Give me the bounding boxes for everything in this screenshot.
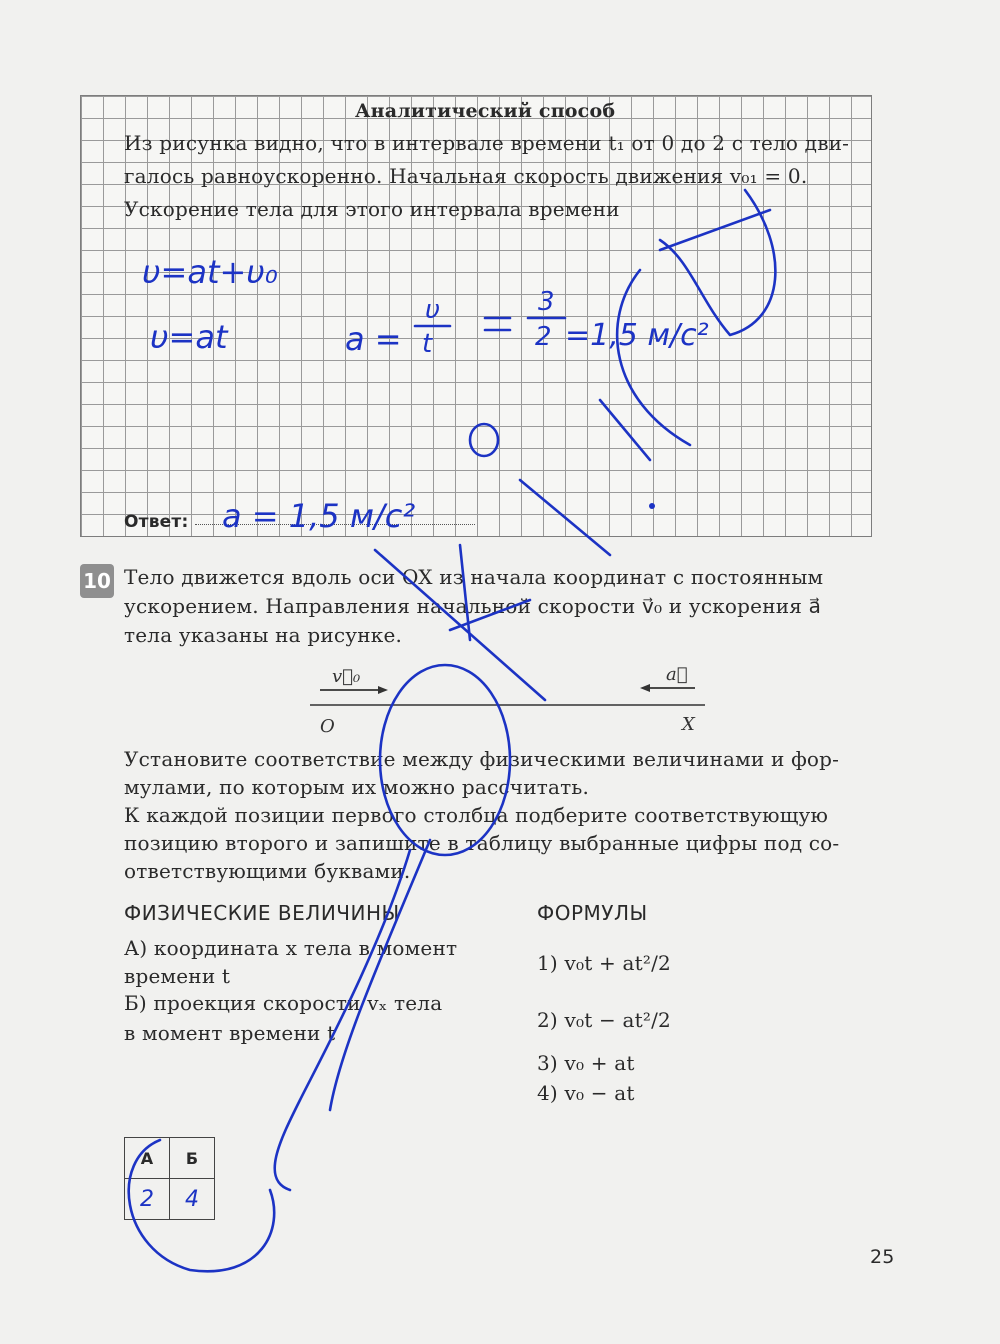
task-number-badge: 10 (80, 564, 114, 598)
quantity-a-line: А) координата x тела в момент (124, 936, 458, 960)
quantity-a-line: времени t (124, 964, 231, 988)
instruction-line: Установите соответствие между физическими величинами и фор- (124, 747, 840, 771)
handwritten-frac-num: υ (425, 295, 441, 325)
statement-line: ускорением. Направления начальной скорости v⃗₀ и ускорения a⃗ (124, 594, 822, 618)
scribble-curve (617, 270, 690, 445)
handwritten-frac-den: t (422, 329, 433, 359)
formula-4: 4) v₀ − at (537, 1081, 635, 1105)
answer-label: Ответ: (124, 512, 189, 532)
formulas-heading: ФОРМУЛЫ (537, 901, 648, 925)
handwritten-result: =1,5 м/с² (565, 318, 709, 353)
scribble-checkmark (660, 190, 775, 335)
paragraph-line: галось равноускоренно. Начальная скорость движения v₀₁ = 0. (124, 164, 808, 188)
quantities-heading: ФИЗИЧЕСКИЕ ВЕЛИЧИНЫ (124, 901, 400, 925)
scribble-cross-3 (450, 600, 530, 630)
scribble-circle-small (470, 424, 498, 456)
statement-line: Тело движется вдоль оси OX из начала координат с постоянным (124, 565, 824, 589)
scribble-long-curve-2 (330, 840, 430, 1110)
scribble-long-curve (275, 850, 410, 1190)
page-number: 25 (870, 1246, 895, 1268)
handwritten-answer: a = 1,5 м/с² (222, 497, 416, 535)
section-title: Аналитический способ (355, 100, 616, 122)
scribble-dot (649, 503, 655, 509)
instruction-line: ответствующими буквами. (124, 859, 411, 883)
handwritten-num: 3 (538, 287, 555, 317)
table-header-a: А (125, 1138, 170, 1179)
scribble-loop (129, 1140, 274, 1271)
instruction-line: мулами, по которым их можно рассчитать. (124, 775, 590, 799)
handwritten-den: 2 (535, 322, 552, 352)
table-header-b: Б (170, 1138, 215, 1179)
a-label: a⃗ (666, 664, 688, 685)
paragraph-line: Из рисунка видно, что в интервале времени t₁ от 0 до 2 с тело дви- (124, 131, 850, 155)
scribble-oval (380, 665, 510, 855)
paragraph-line: Ускорение тела для этого интервала времени (124, 197, 620, 221)
scribble-line (600, 400, 650, 460)
formula-3: 3) v₀ + at (537, 1051, 635, 1075)
v0-label: v⃗₀ (332, 666, 361, 687)
scribble-diagonal (520, 480, 610, 555)
scribble-stroke (660, 210, 770, 250)
handwritten-eq-3-left: a = (345, 320, 402, 358)
origin-label: O (320, 716, 335, 737)
formula-1: 1) v₀t + at²/2 (537, 951, 671, 975)
statement-line: тела указаны на рисунке. (124, 623, 403, 647)
quantity-b-line: Б) проекция скорости vₓ тела (124, 991, 443, 1015)
axis-label: X (682, 714, 695, 735)
formula-2: 2) v₀t − at²/2 (537, 1008, 671, 1032)
instruction-line: позицию второго и запишите в таблицу выбранные цифры под со- (124, 831, 840, 855)
handwritten-eq-2: υ=at (150, 318, 228, 356)
handwritten-answer-b: 4 (185, 1186, 199, 1212)
handwritten-eq-1: υ=at+υ₀ (142, 253, 278, 291)
handwritten-answer-a: 2 (140, 1186, 154, 1212)
quantity-b-line: в момент времени t (124, 1021, 336, 1045)
instruction-line: К каждой позиции первого столбца подберите соответствующую (124, 803, 829, 827)
